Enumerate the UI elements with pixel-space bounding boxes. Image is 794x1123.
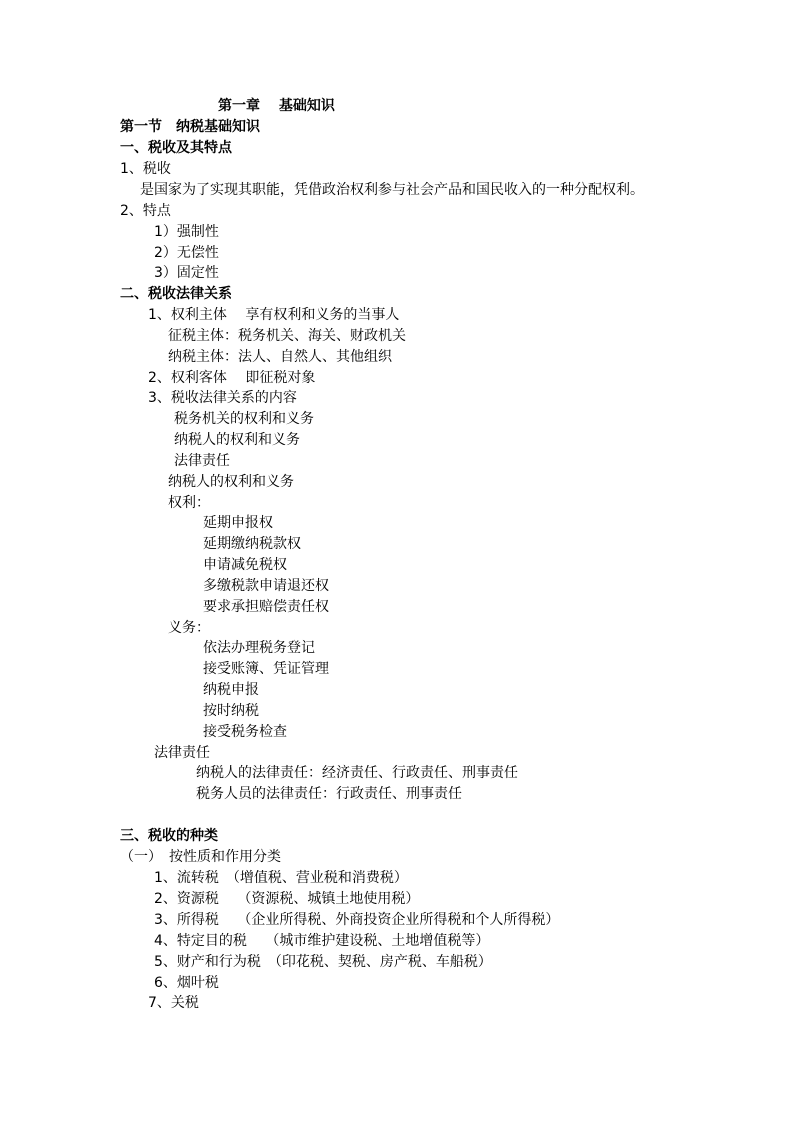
section-title: 第一节 纳税基础知识	[120, 119, 260, 135]
taxpayer-liability: 纳税人的法律责任：经济责任、行政责任、刑事责任	[196, 765, 518, 781]
content-item: 纳税人的权利和义务	[174, 432, 300, 448]
part1-heading: 一、税收及其特点	[120, 140, 232, 156]
liability-label: 法律责任	[154, 745, 210, 761]
duty-item: 纳税申报	[203, 682, 259, 698]
tax-kind-item: 5、财产和行为税 （印花税、契税、房产税、车船税）	[154, 954, 492, 970]
tax-kind-item: 3、所得税 （企业所得税、外商投资企业所得税和个人所得税）	[154, 912, 560, 928]
feature-item: 1）强制性	[154, 224, 219, 240]
classification-label: （一） 按性质和作用分类	[120, 849, 281, 865]
duty-item: 按时纳税	[203, 703, 259, 719]
content-item: 税务机关的权利和义务	[174, 411, 314, 427]
features-label: 2、特点	[120, 203, 171, 219]
rights-subject-label: 1、权利主体 享有权利和义务的当事人	[148, 307, 400, 323]
part3-heading: 三、税收的种类	[120, 828, 218, 844]
relation-content-label: 3、税收法律关系的内容	[148, 390, 297, 406]
chapter-title: 第一章 基础知识	[218, 98, 335, 114]
tax-kind-item: 2、资源税 （资源税、城镇土地使用税）	[154, 891, 420, 907]
tax-collector-subject: 征税主体：税务机关、海关、财政机关	[168, 328, 406, 344]
content-item: 法律责任	[174, 453, 230, 469]
tax-kind-item: 6、烟叶税	[154, 975, 219, 991]
feature-item: 3）固定性	[154, 265, 219, 281]
duty-item: 接受账簿、凭证管理	[203, 661, 329, 677]
taxpayer-subject: 纳税主体：法人、自然人、其他组织	[168, 349, 392, 365]
right-item: 延期缴纳税款权	[203, 536, 301, 552]
tax-officer-liability: 税务人员的法律责任：行政责任、刑事责任	[196, 786, 462, 802]
rights-label: 权利：	[168, 495, 210, 511]
part2-heading: 二、税收法律关系	[120, 286, 232, 302]
tax-kind-item: 4、特定目的税 （城市维护建设税、土地增值税等）	[154, 933, 490, 949]
duty-item: 接受税务检查	[203, 724, 287, 740]
duties-label: 义务：	[168, 620, 210, 636]
right-item: 申请减免税权	[203, 557, 287, 573]
right-item: 要求承担赔偿责任权	[203, 599, 329, 615]
duty-item: 依法办理税务登记	[203, 640, 315, 656]
tax-kind-item: 7、关税	[148, 995, 199, 1011]
tax-item-label: 1、税收	[120, 161, 171, 177]
rights-object-label: 2、权利客体 即征税对象	[148, 370, 316, 386]
feature-item: 2）无偿性	[154, 245, 219, 261]
rights-duties-title: 纳税人的权利和义务	[168, 474, 294, 490]
right-item: 多缴税款申请退还权	[203, 578, 329, 594]
tax-kind-item: 1、流转税 （增值税、营业税和消费税）	[154, 870, 408, 886]
right-item: 延期申报权	[203, 515, 273, 531]
tax-definition: 是国家为了实现其职能，凭借政治权利参与社会产品和国民收入的一种分配权利。	[140, 182, 644, 198]
